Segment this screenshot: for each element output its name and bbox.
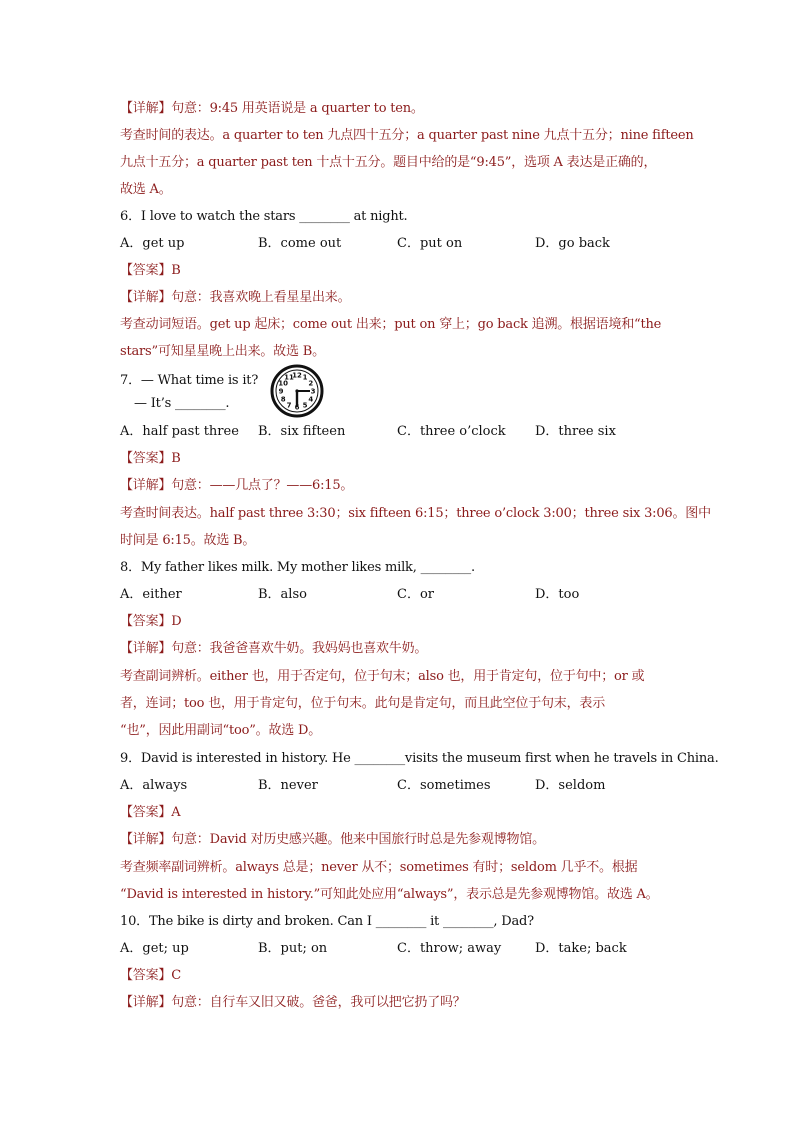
question-10: 10．The bike is dirty and broken. Can I ________ it ________, Dad? xyxy=(120,914,534,929)
q10-explanation-meaning: 【详解】句意：自行车又旧又破。爸爸，我可以把它扔了吗？ xyxy=(120,995,466,1010)
q8-option-d: D．too xyxy=(535,587,580,602)
q10-option-c: C．throw; away xyxy=(397,941,502,956)
clock-numeral: 9 xyxy=(278,387,284,396)
q8-option-a: A．either xyxy=(120,587,182,602)
clock-numeral: 2 xyxy=(308,379,314,388)
explanation-q5-meaning: 【详解】句意：9:45 用英语说是 a quarter to ten。 xyxy=(120,101,424,116)
clock-numeral: 11 xyxy=(284,373,294,382)
q9-option-a: A．always xyxy=(120,778,188,793)
clock-numeral: 5 xyxy=(302,401,308,410)
clock-numeral: 8 xyxy=(280,395,286,404)
q7-option-a: A．half past three xyxy=(120,424,239,439)
clock-numeral: 1 xyxy=(302,373,308,382)
q6-option-c: C．put on xyxy=(397,236,463,251)
q7-option-c: C．three o’clock xyxy=(397,424,506,439)
clock-numeral: 3 xyxy=(310,387,316,396)
question-9: 9．David is interested in history. He ________visits the museum first when he travels in China. xyxy=(120,751,719,766)
q7-explanation-line1: 考查时间表达。half past three 3:30；six fifteen 6:15；three o’clock 3:00；three six 3:06。图中 xyxy=(120,506,711,521)
q6-option-d: D．go back xyxy=(535,236,610,251)
explanation-q5-line3: 故选 A。 xyxy=(120,182,172,197)
q7-explanation-meaning: 【详解】句意：——几点了？——6:15。 xyxy=(120,478,354,493)
clock-numeral: 4 xyxy=(308,395,314,404)
q9-explanation-meaning: 【详解】句意：David 对历史感兴趣。他来中国旅行时总是先参观博物馆。 xyxy=(120,832,545,847)
q6-option-b: B．come out xyxy=(258,236,342,251)
q9-answer: 【答案】A xyxy=(120,805,181,820)
q9-explanation-line2: “David is interested in history.”可知此处应用“always”，表示总是先参观博物馆。故选 A。 xyxy=(120,887,659,902)
q8-option-b: B．also xyxy=(258,587,307,602)
question-7-line1: 7．— What time is it? xyxy=(120,373,259,388)
q8-explanation-line3: “也”，因此用副词“too”。故选 D。 xyxy=(120,723,322,738)
q8-option-c: C．or xyxy=(397,587,434,602)
q8-explanation-meaning: 【详解】句意：我爸爸喜欢牛奶。我妈妈也喜欢牛奶。 xyxy=(120,641,428,656)
q7-option-b: B．six fifteen xyxy=(258,424,346,439)
question-7-line2: — It’s ________. xyxy=(134,396,230,411)
q7-explanation-line2: 时间是 6:15。故选 B。 xyxy=(120,533,256,548)
q9-explanation-line1: 考查频率副词辨析。always 总是；never 从不；sometimes 有时；seldom 几乎不。根据 xyxy=(120,860,638,875)
explanation-q5-line1: 考查时间的表达。a quarter to ten 九点四十五分；a quarter past nine 九点十五分；nine fifteen xyxy=(120,128,694,143)
q10-answer: 【答案】C xyxy=(120,968,181,983)
q8-explanation-line1: 考查副词辨析。either 也，用于否定句，位于句末；also 也，用于肯定句，位于句中；or 或 xyxy=(120,669,645,684)
clock-numeral: 10 xyxy=(278,379,289,388)
q6-option-a: A．get up xyxy=(120,236,185,251)
q9-option-b: B．never xyxy=(258,778,318,793)
clock-numeral: 12 xyxy=(292,371,302,380)
q10-option-a: A．get; up xyxy=(120,941,189,956)
q6-explanation-meaning: 【详解】句意：我喜欢晚上看星星出来。 xyxy=(120,290,351,305)
question-8: 8．My father likes milk. My mother likes milk, ________. xyxy=(120,560,475,575)
clock-numeral: 6 xyxy=(294,403,300,412)
q9-option-d: D．seldom xyxy=(535,778,606,793)
question-6: 6．I love to watch the stars ________ at night. xyxy=(120,209,408,224)
clock-numeral: 7 xyxy=(286,401,292,410)
explanation-q5-line2: 九点十五分；a quarter past ten 十点十五分。题目中给的是“9:45”，选项 A 表达是正确的， xyxy=(120,155,657,170)
q7-option-d: D．three six xyxy=(535,424,616,439)
q6-explanation-line2: stars”可知星星晚上出来。故选 B。 xyxy=(120,344,325,359)
q7-answer: 【答案】B xyxy=(120,451,181,466)
q6-answer: 【答案】B xyxy=(120,263,181,278)
q8-answer: 【答案】D xyxy=(120,614,182,629)
q6-explanation-line1: 考查动词短语。get up 起床；come out 出来；put on 穿上；go back 追溯。根据语境和“the xyxy=(120,317,662,332)
q9-option-c: C．sometimes xyxy=(397,778,491,793)
q8-explanation-line2: 者，连词；too 也，用于肯定句，位于句末。此句是肯定句，而且此空位于句末，表示 xyxy=(120,696,606,711)
q10-option-b: B．put; on xyxy=(258,941,328,956)
q10-option-d: D．take; back xyxy=(535,941,627,956)
clock-image xyxy=(270,364,324,418)
